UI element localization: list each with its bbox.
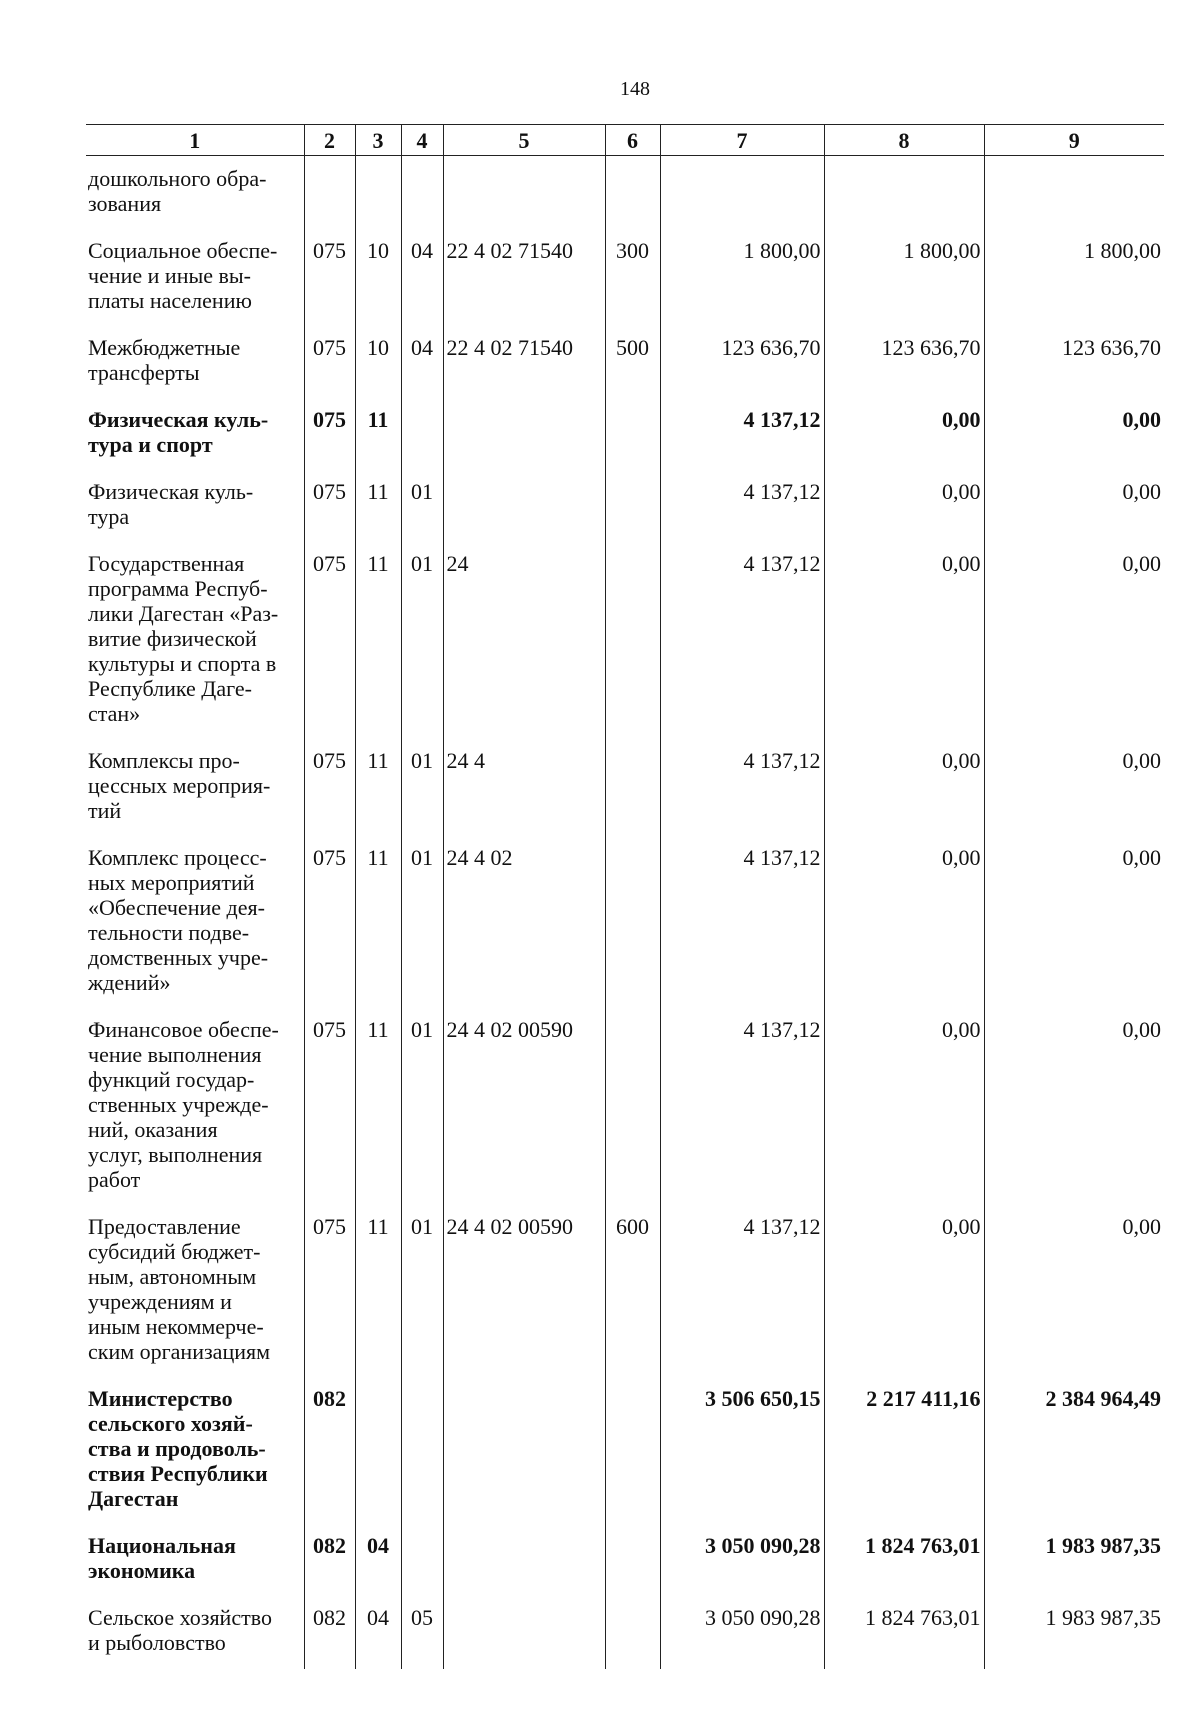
amount-col9-cell: 2 384 964,49 — [984, 1378, 1164, 1525]
amount-col9-cell: 0,00 — [984, 740, 1164, 837]
amount-col8-cell: 0,00 — [824, 837, 984, 1009]
amount-col8-cell: 0,00 — [824, 1206, 984, 1378]
admin-code-cell: 082 — [304, 1378, 355, 1525]
admin-code-cell: 075 — [304, 543, 355, 740]
row-name-cell: Комплексы про- цессных мероприя- тий — [88, 748, 271, 823]
subsection-code-cell: 04 — [401, 327, 443, 399]
amount-col7-cell — [660, 156, 824, 231]
amount-col9-cell: 1 983 987,35 — [984, 1597, 1164, 1669]
subsection-code-cell — [401, 156, 443, 231]
row-name-cell: Сельское хозяйство и рыболовство — [88, 1605, 272, 1655]
admin-code-cell: 082 — [304, 1597, 355, 1669]
amount-col7-cell: 3 050 090,28 — [660, 1597, 824, 1669]
table-row — [86, 1525, 1164, 1597]
header-col-2: 2 — [304, 125, 355, 156]
admin-code-cell: 082 — [304, 1525, 355, 1597]
row-name-cell: Государственная программа Респуб- лики Дагестан «Раз- витие физической культуры и спорта в Республике Даге- стан» — [88, 551, 279, 726]
admin-code-cell: 075 — [304, 471, 355, 543]
admin-code-cell: 075 — [304, 837, 355, 1009]
header-col-3: 3 — [355, 125, 401, 156]
table-row — [86, 1009, 1164, 1206]
expense-type-cell — [605, 1378, 660, 1525]
amount-col9-cell: 0,00 — [984, 399, 1164, 471]
section-code-cell: 10 — [355, 327, 401, 399]
target-article-cell: 24 — [443, 543, 605, 740]
amount-col8-cell: 0,00 — [824, 399, 984, 471]
amount-col9-cell: 0,00 — [984, 471, 1164, 543]
amount-col7-cell: 4 137,12 — [660, 543, 824, 740]
admin-code-cell: 075 — [304, 399, 355, 471]
section-code-cell: 11 — [355, 543, 401, 740]
row-name-cell: Министерство сельского хозяй- ства и продоволь- ствия Республики Дагестан — [88, 1386, 268, 1511]
subsection-code-cell: 01 — [401, 471, 443, 543]
header-col-7: 7 — [660, 125, 824, 156]
amount-col8-cell: 0,00 — [824, 740, 984, 837]
amount-col9-cell: 123 636,70 — [984, 327, 1164, 399]
section-code-cell: 04 — [355, 1597, 401, 1669]
amount-col8-cell — [824, 156, 984, 231]
header-col-5: 5 — [443, 125, 605, 156]
row-name-cell: Социальное обеспе- чение и иные вы- платы населению — [88, 238, 278, 313]
subsection-code-cell — [401, 399, 443, 471]
section-code-cell — [355, 156, 401, 231]
target-article-cell — [443, 399, 605, 471]
amount-col7-cell: 3 506 650,15 — [660, 1378, 824, 1525]
subsection-code-cell: 05 — [401, 1597, 443, 1669]
amount-col8-cell: 1 824 763,01 — [824, 1525, 984, 1597]
expense-type-cell — [605, 1525, 660, 1597]
header-col-4: 4 — [401, 125, 443, 156]
section-code-cell: 11 — [355, 471, 401, 543]
amount-col9-cell: 1 983 987,35 — [984, 1525, 1164, 1597]
section-code-cell — [355, 1378, 401, 1525]
admin-code-cell: 075 — [304, 327, 355, 399]
table-header-row — [86, 125, 1164, 156]
table-body — [86, 156, 1164, 1670]
subsection-code-cell: 04 — [401, 230, 443, 327]
target-article-cell — [443, 1378, 605, 1525]
amount-col9-cell: 0,00 — [984, 1009, 1164, 1206]
row-name-cell: Предоставление субсидий бюджет- ным, автономным учреждениям и иным некоммерче- ским организациям — [88, 1214, 271, 1364]
table-row — [86, 471, 1164, 543]
expense-type-cell — [605, 399, 660, 471]
target-article-cell — [443, 1597, 605, 1669]
target-article-cell — [443, 156, 605, 231]
admin-code-cell: 075 — [304, 740, 355, 837]
table-row — [86, 740, 1164, 837]
row-name-cell: Комплекс процесс- ных мероприятий «Обеспечение дея- тельности подве- домственных учре- ждений» — [88, 845, 269, 995]
amount-col7-cell: 1 800,00 — [660, 230, 824, 327]
section-code-cell: 11 — [355, 1206, 401, 1378]
table-row — [86, 327, 1164, 399]
target-article-cell: 24 4 02 — [443, 837, 605, 1009]
budget-table-container — [86, 124, 1164, 1669]
row-name-cell: Физическая куль- тура — [88, 479, 254, 529]
subsection-code-cell: 01 — [401, 740, 443, 837]
table-row — [86, 156, 1164, 231]
subsection-code-cell: 01 — [401, 543, 443, 740]
section-code-cell: 11 — [355, 740, 401, 837]
subsection-code-cell: 01 — [401, 1206, 443, 1378]
expense-type-cell — [605, 1597, 660, 1669]
expense-type-cell — [605, 740, 660, 837]
amount-col9-cell: 0,00 — [984, 1206, 1164, 1378]
expense-type-cell: 300 — [605, 230, 660, 327]
section-code-cell: 10 — [355, 230, 401, 327]
header-col-6: 6 — [605, 125, 660, 156]
expense-type-cell — [605, 837, 660, 1009]
amount-col8-cell: 1 800,00 — [824, 230, 984, 327]
section-code-cell: 04 — [355, 1525, 401, 1597]
header-col-1: 1 — [86, 125, 304, 156]
section-code-cell: 11 — [355, 1009, 401, 1206]
admin-code-cell: 075 — [304, 1206, 355, 1378]
amount-col8-cell: 123 636,70 — [824, 327, 984, 399]
row-name-cell: Финансовое обеспе- чение выполнения функций государ- ственных учрежде- ний, оказания услуг, выполнения работ — [88, 1017, 279, 1192]
row-name-cell: Межбюджетные трансферты — [88, 335, 241, 385]
admin-code-cell: 075 — [304, 230, 355, 327]
expense-type-cell — [605, 1009, 660, 1206]
amount-col9-cell: 1 800,00 — [984, 230, 1164, 327]
row-name-cell: дошкольного обра- зования — [88, 166, 267, 216]
amount-col8-cell: 1 824 763,01 — [824, 1597, 984, 1669]
row-name-cell: Национальная экономика — [88, 1533, 236, 1583]
expense-type-cell — [605, 471, 660, 543]
amount-col7-cell: 4 137,12 — [660, 1206, 824, 1378]
amount-col8-cell: 0,00 — [824, 1009, 984, 1206]
target-article-cell: 24 4 — [443, 740, 605, 837]
table-row — [86, 1378, 1164, 1525]
expense-type-cell — [605, 156, 660, 231]
table-row — [86, 1206, 1164, 1378]
subsection-code-cell: 01 — [401, 837, 443, 1009]
amount-col7-cell: 4 137,12 — [660, 1009, 824, 1206]
table-row — [86, 543, 1164, 740]
admin-code-cell — [304, 156, 355, 231]
expense-type-cell — [605, 543, 660, 740]
amount-col9-cell — [984, 156, 1164, 231]
table-row — [86, 399, 1164, 471]
target-article-cell — [443, 471, 605, 543]
section-code-cell: 11 — [355, 837, 401, 1009]
table-row — [86, 1597, 1164, 1669]
section-code-cell: 11 — [355, 399, 401, 471]
table-row — [86, 837, 1164, 1009]
subsection-code-cell: 01 — [401, 1009, 443, 1206]
page-number: 148 — [620, 78, 650, 100]
amount-col7-cell: 4 137,12 — [660, 471, 824, 543]
table-row — [86, 230, 1164, 327]
amount-col7-cell: 4 137,12 — [660, 837, 824, 1009]
expense-type-cell: 500 — [605, 327, 660, 399]
amount-col7-cell: 123 636,70 — [660, 327, 824, 399]
expense-type-cell: 600 — [605, 1206, 660, 1378]
target-article-cell: 24 4 02 00590 — [443, 1009, 605, 1206]
amount-col8-cell: 2 217 411,16 — [824, 1378, 984, 1525]
admin-code-cell: 075 — [304, 1009, 355, 1206]
row-name-cell: Физическая куль- тура и спорт — [88, 407, 269, 457]
amount-col7-cell: 3 050 090,28 — [660, 1525, 824, 1597]
amount-col9-cell: 0,00 — [984, 543, 1164, 740]
amount-col7-cell: 4 137,12 — [660, 740, 824, 837]
target-article-cell: 22 4 02 71540 — [443, 230, 605, 327]
subsection-code-cell — [401, 1525, 443, 1597]
target-article-cell — [443, 1525, 605, 1597]
amount-col8-cell: 0,00 — [824, 543, 984, 740]
header-col-8: 8 — [824, 125, 984, 156]
subsection-code-cell — [401, 1378, 443, 1525]
amount-col8-cell: 0,00 — [824, 471, 984, 543]
target-article-cell: 22 4 02 71540 — [443, 327, 605, 399]
amount-col7-cell: 4 137,12 — [660, 399, 824, 471]
header-col-9: 9 — [984, 125, 1164, 156]
target-article-cell: 24 4 02 00590 — [443, 1206, 605, 1378]
amount-col9-cell: 0,00 — [984, 837, 1164, 1009]
budget-table — [86, 124, 1164, 1669]
